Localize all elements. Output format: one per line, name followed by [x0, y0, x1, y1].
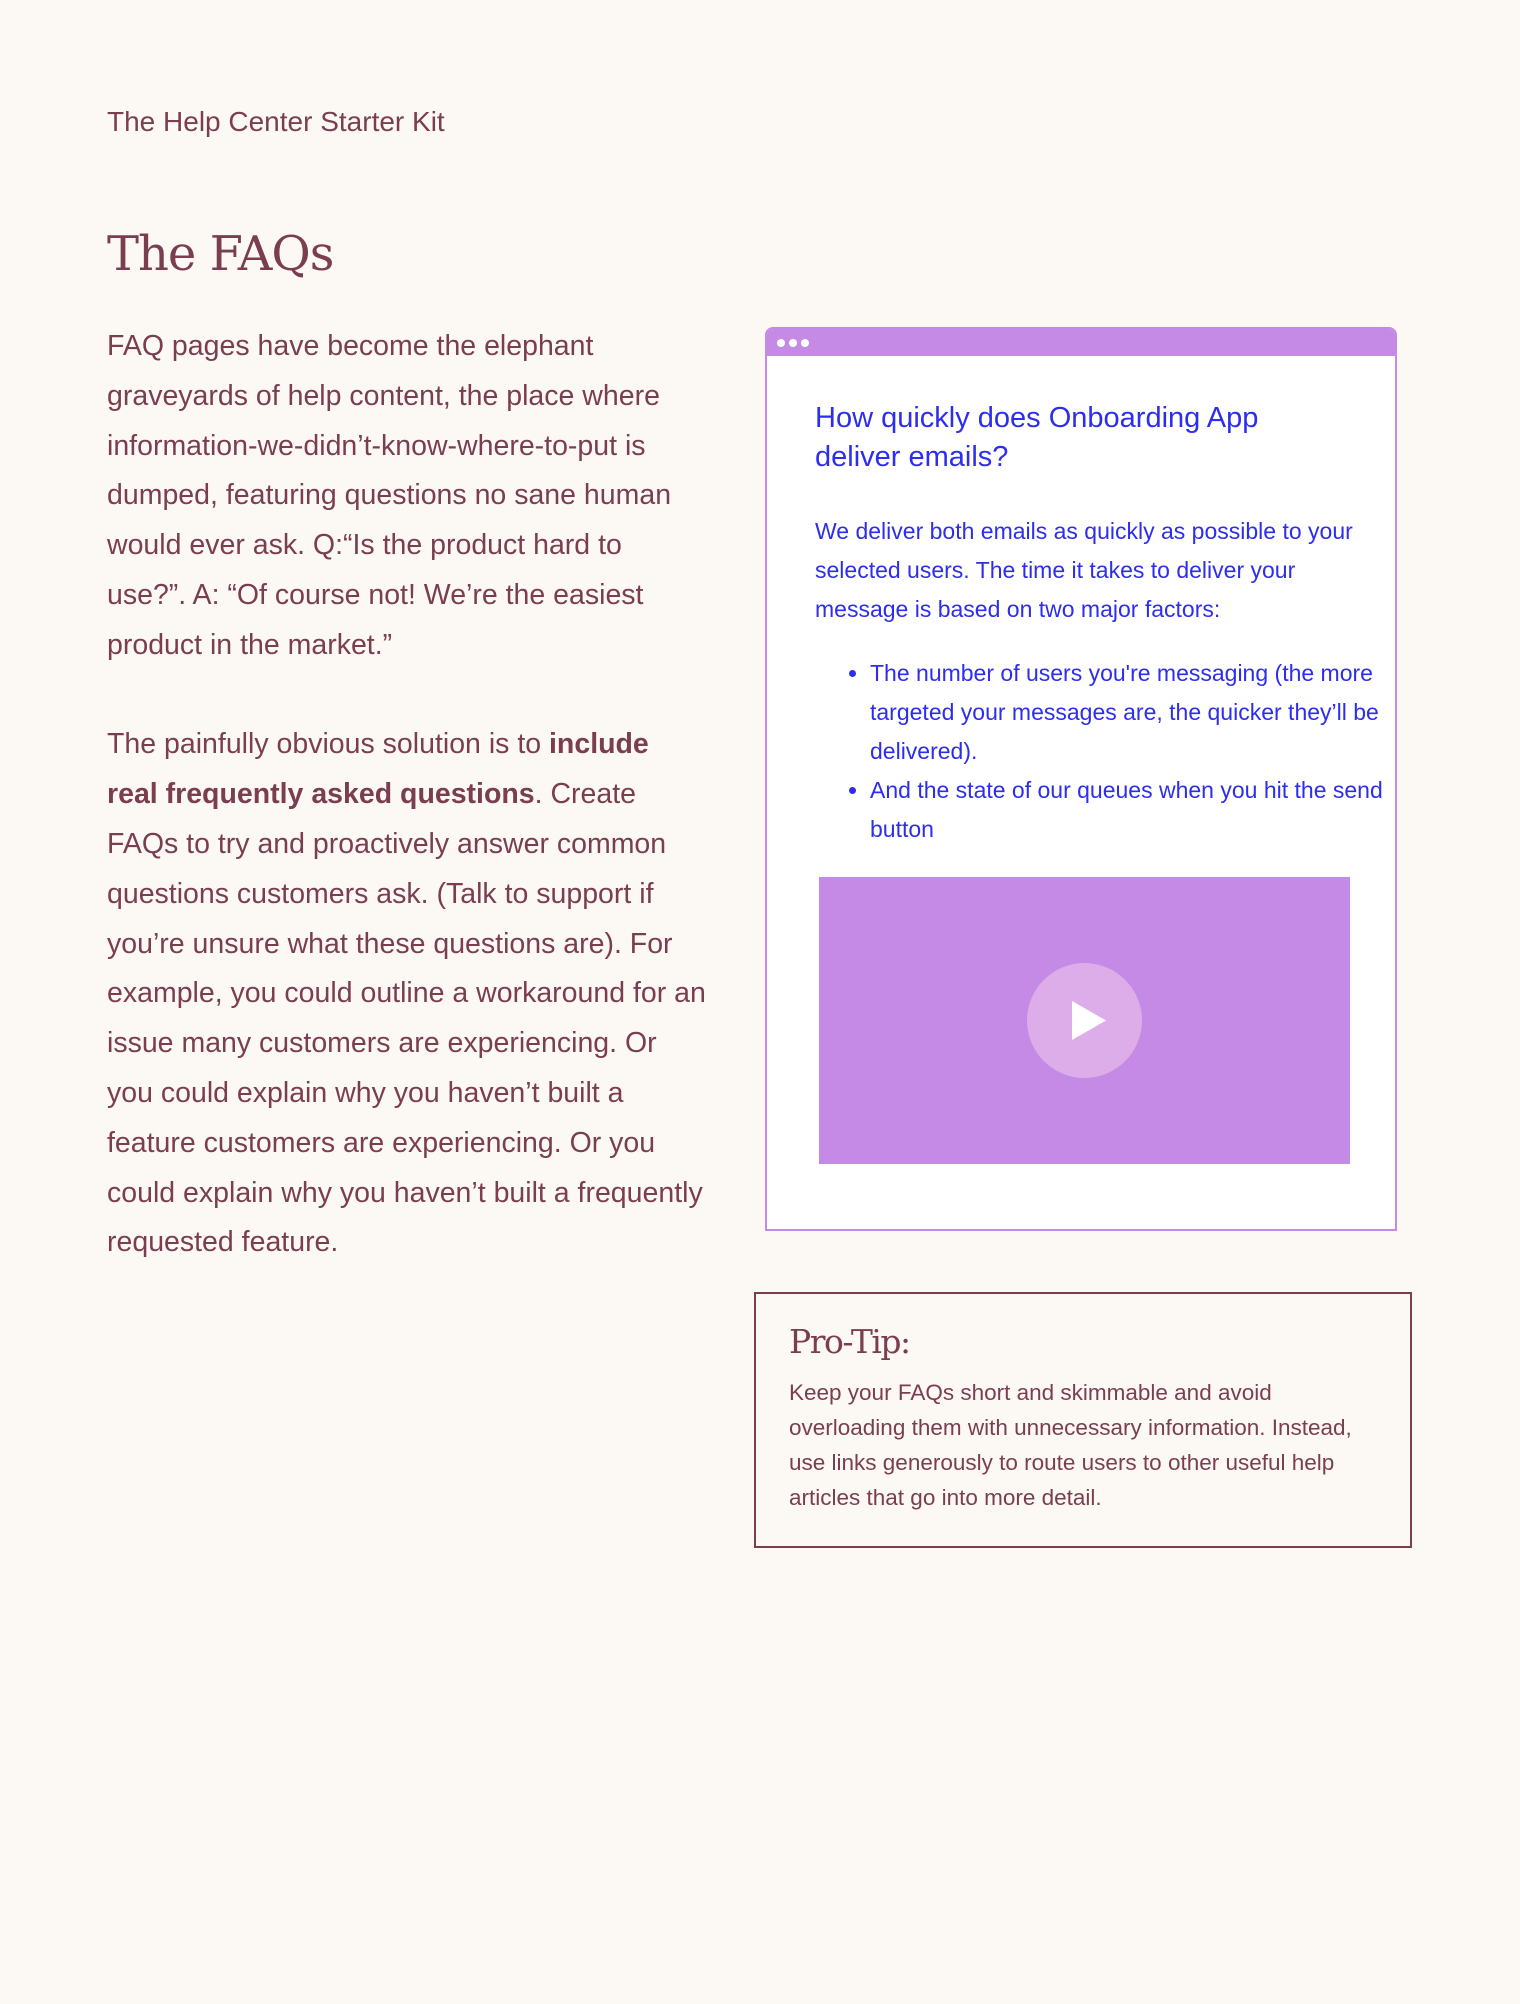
pro-tip-text: Keep your FAQs short and skimmable and avoid overloading them with unnecessary information. Instead, use links generously to route users to other useful help articles that go into more detail.: [789, 1380, 1352, 1510]
pro-tip-title: Pro-Tip:: [789, 1322, 910, 1361]
document-header: The Help Center Starter Kit: [107, 106, 445, 137]
faq-bullets: [815, 654, 1390, 849]
bullet-item: • The number of users you're messaging (the more targeted your messages are, the quicker they’ll be delivered).: [870, 654, 1390, 771]
faq-answer: We deliver both emails as quickly as possible to your selected users. The time it takes to deliver your message is based on two major factors:: [815, 518, 1353, 622]
pro-tip-box: [754, 1292, 1412, 1548]
window-dot-icon: [777, 339, 785, 347]
body-text: [107, 322, 707, 1318]
p2-start: The painfully obvious solution is to: [107, 728, 550, 761]
faq-question: How quickly does Onboarding App deliver emails?: [815, 402, 1259, 473]
video-player[interactable]: [819, 877, 1350, 1164]
faq-example-window: [765, 327, 1397, 1231]
play-icon: [1027, 963, 1142, 1078]
p2-bold: include real frequently asked questions: [107, 728, 649, 811]
section-title: The FAQs: [107, 226, 334, 282]
bullet-item: • And the state of our queues when you hit the send button: [870, 771, 1390, 849]
paragraph-2: [107, 720, 707, 1268]
paragraph-1: FAQ pages have become the elephant graveyards of help content, the place where information-we-didn’t-know-where-to-put is dumped, featuring questions no sane human would ever ask. Q:“Is the product hard to use?”. A: “Of course not! We’re the easiest product in the market.”: [107, 330, 672, 661]
window-dot-icon: [789, 339, 797, 347]
p2-end: . Create FAQs to try and proactively answer common questions customers ask. (Talk to support if you’re unsure what these questions are). For example, you could outline a workaround for an issue many customers are experiencing. Or you could explain why you haven’t built a feature customers are experiencing. Or you could explain why you haven’t built a frequently requested feature.: [107, 778, 706, 1259]
play-button[interactable]: [1027, 963, 1142, 1078]
window-title-bar: [767, 329, 1395, 356]
window-dot-icon: [801, 339, 809, 347]
